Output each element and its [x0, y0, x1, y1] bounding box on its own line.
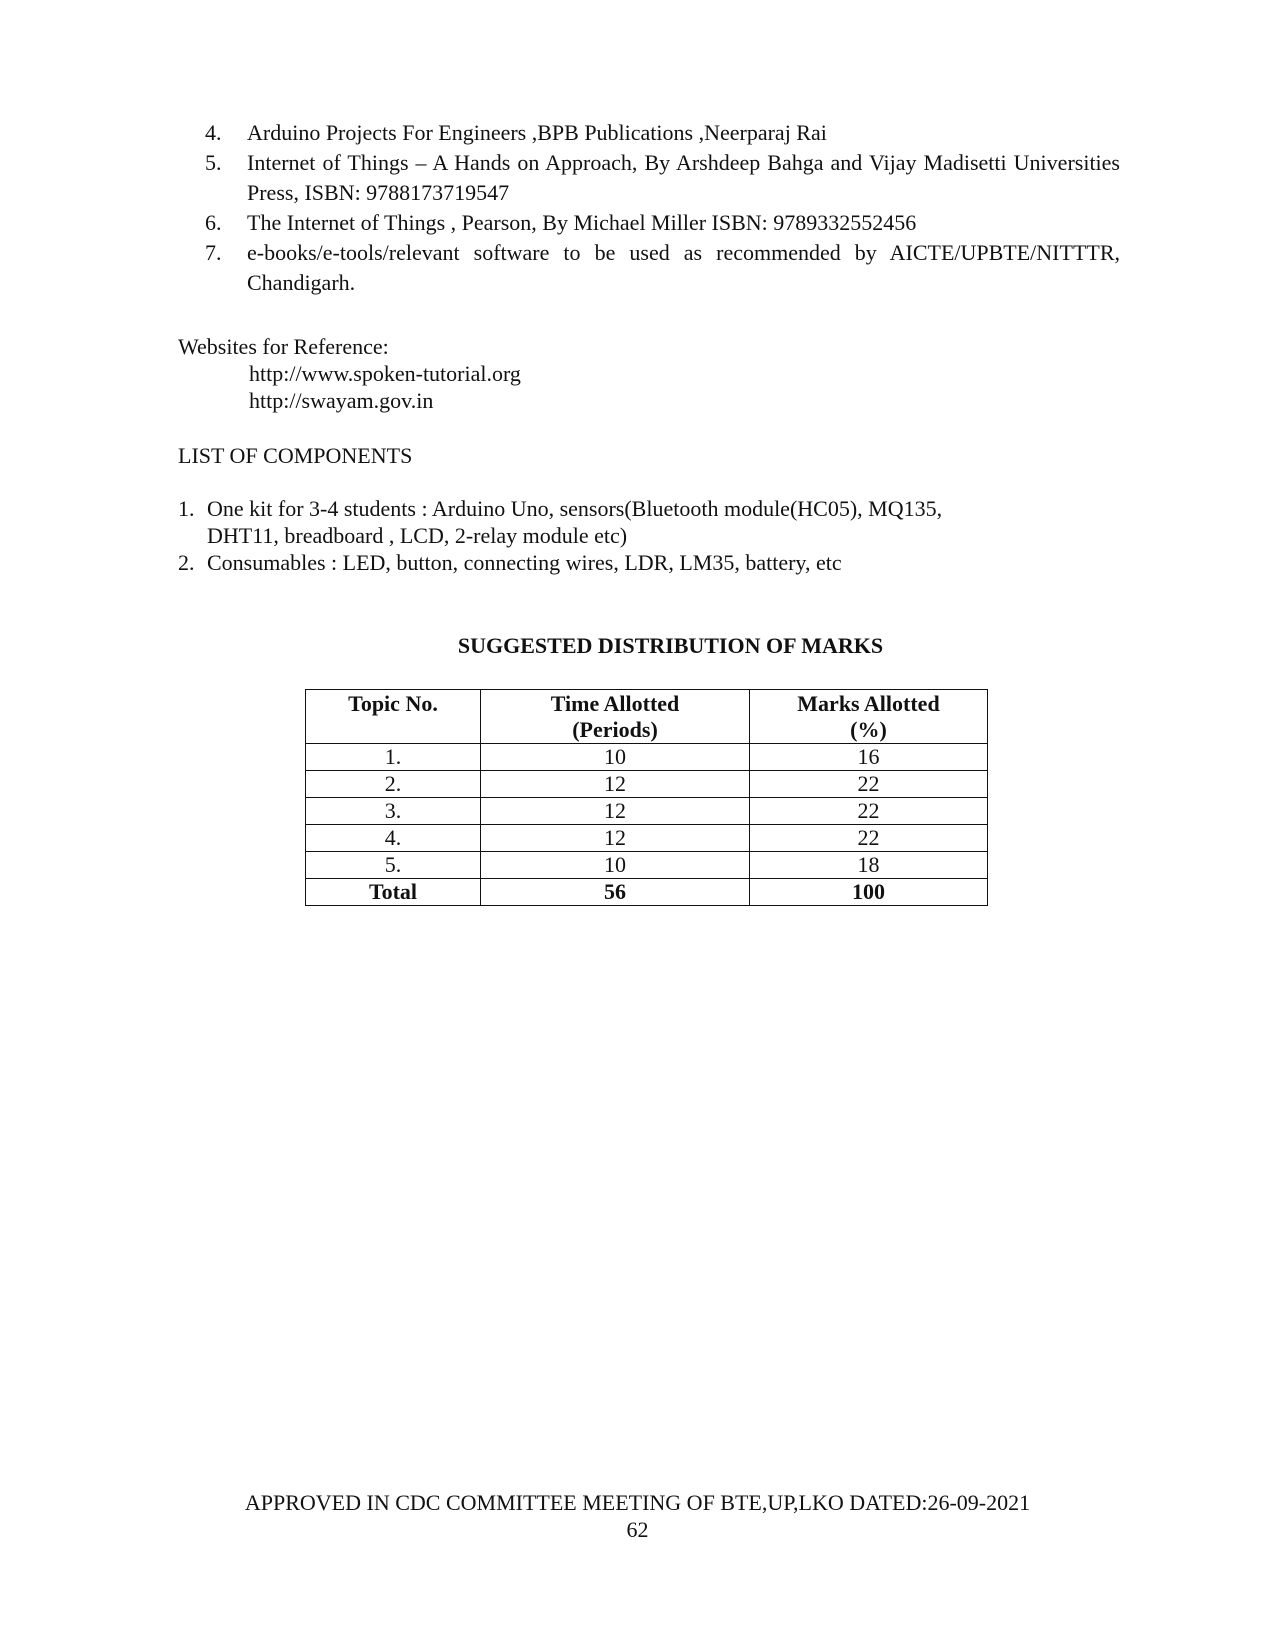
header-time-line2: (Periods)	[572, 717, 658, 742]
reference-text: The Internet of Things , Pearson, By Michael Miller ISBN: 9789332552456	[247, 210, 917, 235]
table-total-row	[306, 879, 988, 906]
cell-topic: 2.	[306, 771, 481, 798]
header-time	[481, 690, 750, 744]
reference-number: 7.	[205, 240, 222, 265]
header-time-line1: Time Allotted	[550, 691, 680, 716]
cell-time: 12	[481, 825, 750, 852]
cell-marks: 22	[750, 825, 988, 852]
table-header-row	[306, 690, 988, 744]
cell-time: 10	[481, 744, 750, 771]
table-row	[306, 771, 988, 798]
header-topic	[306, 690, 481, 744]
cell-marks: 22	[750, 771, 988, 798]
reference-text: e-books/e-tools/relevant software to be used as recommended by AICTE/UPBTE/NITTTR, Chandigarh.	[247, 240, 1120, 295]
page-footer	[0, 1489, 1275, 1543]
component-number: 1.	[178, 496, 195, 521]
reference-item	[205, 118, 1120, 148]
marks-distribution-table	[305, 689, 988, 906]
table-row	[306, 744, 988, 771]
reference-item	[205, 208, 1120, 238]
page-number: 62	[626, 1517, 649, 1542]
component-item	[178, 549, 1018, 576]
header-marks-line2: (%)	[850, 717, 887, 742]
reference-number: 6.	[205, 210, 222, 235]
reference-item	[205, 238, 1120, 298]
table-row	[306, 852, 988, 879]
reference-number: 4.	[205, 120, 222, 145]
header-marks	[750, 690, 988, 744]
table-row	[306, 825, 988, 852]
component-item	[178, 495, 1018, 549]
cell-topic: 5.	[306, 852, 481, 879]
websites-section	[178, 333, 521, 414]
reference-text: Internet of Things – A Hands on Approach, By Arshdeep Bahga and Vijay Madisetti Universities Press, ISBN: 9788173719547	[247, 150, 1120, 205]
cell-marks: 22	[750, 798, 988, 825]
total-time: 56	[481, 879, 750, 906]
header-marks-line1: Marks Allotted	[797, 691, 940, 716]
component-number: 2.	[178, 550, 195, 575]
marks-title-text: SUGGESTED DISTRIBUTION OF MARKS	[457, 633, 884, 658]
cell-time: 12	[481, 771, 750, 798]
cell-topic: 1.	[306, 744, 481, 771]
reference-list	[205, 118, 1120, 298]
approval-note: APPROVED IN CDC COMMITTEE MEETING OF BTE,UP,LKO DATED:26-09-2021	[244, 1490, 1031, 1515]
cell-marks: 16	[750, 744, 988, 771]
components-list	[178, 495, 1018, 576]
cell-topic: 4.	[306, 825, 481, 852]
component-text: Consumables : LED, button, connecting wires, LDR, LM35, battery, etc	[207, 550, 842, 575]
table-row	[306, 798, 988, 825]
cell-topic: 3.	[306, 798, 481, 825]
cell-time: 12	[481, 798, 750, 825]
component-text: One kit for 3-4 students : Arduino Uno, sensors(Bluetooth module(HC05), MQ135, DHT11, breadboard , LCD, 2-relay module etc)	[207, 496, 943, 548]
websites-title: Websites for Reference:	[178, 334, 389, 359]
website-link[interactable]: http://swayam.gov.in	[249, 388, 434, 413]
cell-marks: 18	[750, 852, 988, 879]
cell-time: 10	[481, 852, 750, 879]
header-topic-label: Topic No.	[348, 691, 438, 716]
total-label: Total	[306, 879, 481, 906]
reference-text: Arduino Projects For Engineers ,BPB Publications ,Neerparaj Rai	[247, 120, 827, 145]
marks-section-title	[0, 632, 1275, 660]
reference-number: 5.	[205, 150, 222, 175]
total-marks: 100	[750, 879, 988, 906]
website-link[interactable]: http://www.spoken-tutorial.org	[249, 361, 521, 386]
reference-item	[205, 148, 1120, 208]
components-title: LIST OF COMPONENTS	[178, 443, 413, 468]
